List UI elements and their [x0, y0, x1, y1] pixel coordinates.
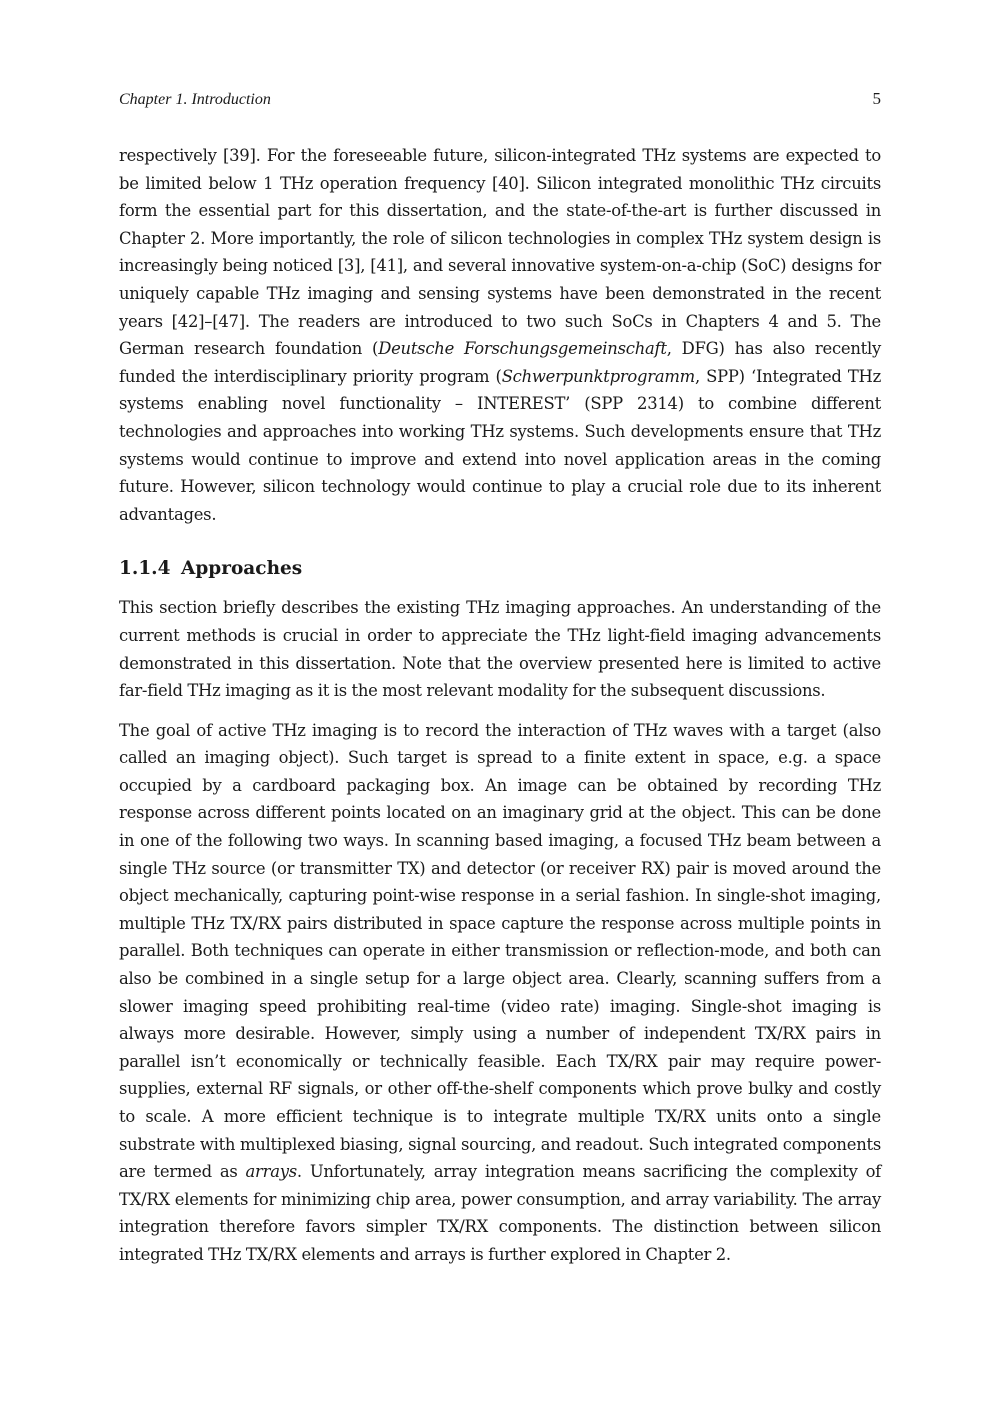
paragraph-active-thz-imaging: [119, 717, 881, 1269]
section-heading-approaches: [119, 556, 881, 582]
chapter-title: Chapter 1. Introduction: [119, 91, 271, 108]
page-number: 5: [872, 89, 881, 108]
italic-term-spp: Schwerpunktprogramm: [501, 366, 695, 386]
paragraph-text: respectively [39]. For the foreseeable future, silicon-integrated THz systems are expected to be limited below 1 THz operation frequency [40]. Silicon integrated monolithic THz circuits form the essential part for this dissertation, and the state-of-the-art is further discussed in Chapter 2. More importantly, the role of silicon technologies in complex THz system design is increasingly being noticed [3], [41], and several innovative system-on-a-chip (SoC) designs for uniquely capable THz imaging and sensing systems have been demonstrated in the recent years [42]–[47]. The readers are introduced to two such SoCs in Chapters 4 and 5. The German research foundation (: [119, 146, 881, 359]
running-header: [119, 86, 881, 113]
section-number: 1.1.4: [119, 558, 171, 580]
document-page: [119, 86, 881, 1269]
paragraph-text: The goal of active THz imaging is to record the interaction of THz waves with a target (also called an imaging object). Such target is spread to a finite extent in space, e.g. a space occupied by a cardboard packaging box. An image can be obtained by recording THz response across different points located on an imaginary grid at the object. This can be done in one of the following two ways. In scanning based imaging, a focused THz beam between a single THz source (or transmitter TX) and detector (or receiver RX) pair is moved around the object mechanically, capturing point-wise response in a serial fashion. In single-shot imaging, multiple THz TX/RX pairs distributed in space capture the response across multiple points in parallel. Both techniques can operate in either transmission or reflection-mode, and both can also be combined in a single setup for a large object area. Clearly, scanning suffers from a slower imaging speed prohibiting real-time (video rate) imaging. Single-shot imaging is always more desirable. However, simply using a number of independent TX/RX pairs in parallel isn’t economically or technically feasible. Each TX/RX pair may require power-supplies, external RF signals, or other off-the-shelf components which prove bulky and costly to scale. A more efficient technique is to integrate multiple TX/RX units onto a single substrate with multiplexed biasing, signal sourcing, and readout. Such integrated components are termed as: [119, 720, 881, 1182]
italic-term-arrays: arrays: [245, 1162, 297, 1182]
italic-term-dfg: Deutsche Forschungsgemeinschaft: [378, 339, 667, 359]
section-title: Approaches: [181, 558, 303, 580]
paragraph-text: , DFG) has also recently funded the interdisciplinary priority program (: [119, 339, 881, 386]
paragraph-approaches-intro: This section briefly describes the existing THz imaging approaches. An understanding of the current methods is crucial in order to appreciate the THz light-field imaging advancements demonstrated in this dissertation. Note that the overview presented here is limited to active far-field THz imaging as it is the most relevant modality for the subsequent discussions.: [119, 598, 881, 701]
paragraph-text: . Unfortunately, array integration means sacrificing the complexity of TX/RX elements for minimizing chip area, power consumption, and array variability. The array integration therefore favors simpler TX/RX components. The distinction between silicon integrated THz TX/RX elements and arrays is further explored in Chapter 2.: [119, 1162, 882, 1264]
paragraph-silicon-thz-systems: [119, 142, 881, 528]
paragraph-text: , SPP) ‘Integrated THz systems enabling novel functionality – INTEREST’ (SPP 2314) to combine different technologies and approaches into working THz systems. Such developments ensure that THz systems would continue to improve and extend into novel application areas in the coming future. However, silicon technology would continue to play a crucial role due to its inherent advantages.: [119, 366, 881, 524]
